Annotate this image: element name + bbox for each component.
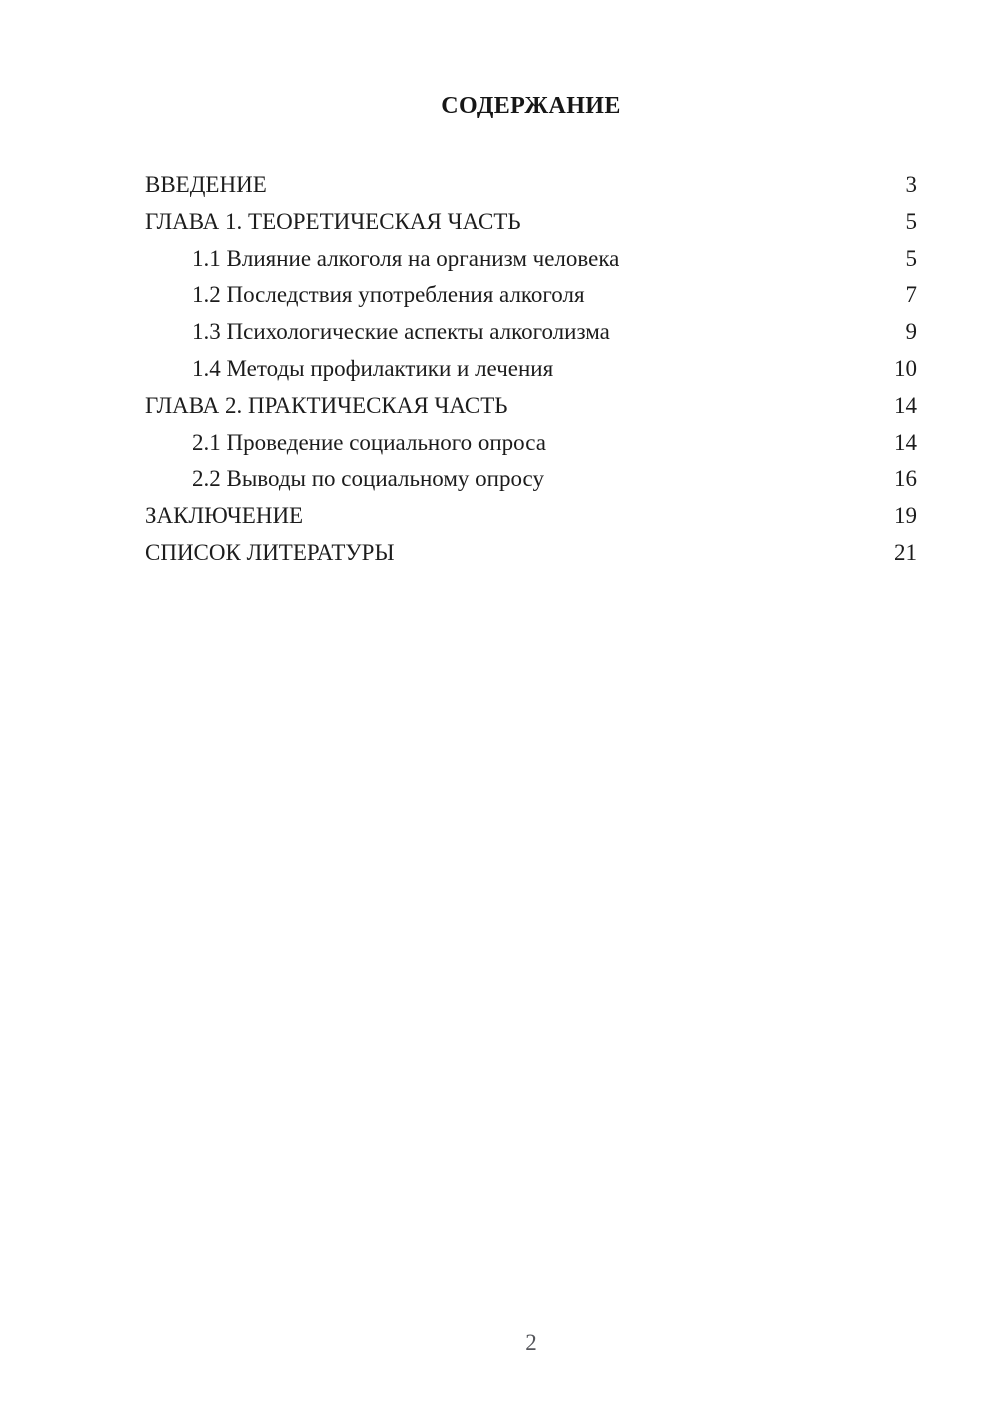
toc-entry-page-number: 14 bbox=[894, 392, 917, 418]
toc-entry-label: 1.3 Психологические аспекты алкоголизма bbox=[192, 319, 610, 345]
toc-entry-page-number: 7 bbox=[905, 282, 917, 308]
toc-entry bbox=[145, 277, 917, 314]
toc-entry-page-number: 10 bbox=[894, 355, 917, 381]
toc-entry-label: ЗАКЛЮЧЕНИЕ bbox=[145, 503, 304, 529]
toc-entry-page-number: 5 bbox=[905, 245, 917, 271]
toc-entry bbox=[145, 425, 917, 462]
toc-entry bbox=[145, 204, 917, 241]
toc-entry bbox=[145, 388, 917, 425]
toc-entry bbox=[145, 461, 917, 498]
toc-entry-label: 2.2 Выводы по социальному опросу bbox=[192, 466, 544, 492]
toc-entry-label: 1.2 Последствия употребления алкоголя bbox=[192, 282, 585, 308]
toc-entry-page-number: 16 bbox=[894, 466, 917, 492]
toc-entry bbox=[145, 241, 917, 278]
toc-entry-page-number: 3 bbox=[905, 172, 917, 197]
page-title: СОДЕРЖАНИЕ bbox=[441, 93, 621, 119]
toc-entry bbox=[145, 167, 917, 204]
toc-entry-label: ГЛАВА 1. ТЕОРЕТИЧЕСКАЯ ЧАСТЬ bbox=[145, 208, 521, 234]
table-of-contents bbox=[145, 167, 917, 572]
toc-entry bbox=[145, 351, 917, 388]
toc-entry-label: 2.1 Проведение социального опроса bbox=[192, 429, 546, 455]
toc-entry-page-number: 9 bbox=[905, 319, 917, 345]
toc-entry-page-number: 14 bbox=[894, 429, 917, 455]
toc-entry-label: 1.1 Влияние алкоголя на организм человека bbox=[192, 245, 620, 271]
toc-entry bbox=[145, 535, 917, 572]
toc-entry bbox=[145, 498, 917, 535]
toc-entry-label: 1.4 Методы профилактики и лечения bbox=[192, 355, 554, 381]
toc-entry-label: СПИСОК ЛИТЕРАТУРЫ bbox=[145, 539, 395, 565]
toc-entry-page-number: 5 bbox=[905, 208, 917, 234]
toc-entry-page-number: 21 bbox=[894, 539, 917, 565]
toc-entry-label: ВВЕДЕНИЕ bbox=[145, 172, 267, 197]
toc-entry bbox=[145, 314, 917, 351]
footer-page-number: 2 bbox=[525, 1330, 537, 1355]
toc-entry-label: ГЛАВА 2. ПРАКТИЧЕСКАЯ ЧАСТЬ bbox=[145, 392, 508, 418]
toc-entry-page-number: 19 bbox=[894, 503, 917, 529]
